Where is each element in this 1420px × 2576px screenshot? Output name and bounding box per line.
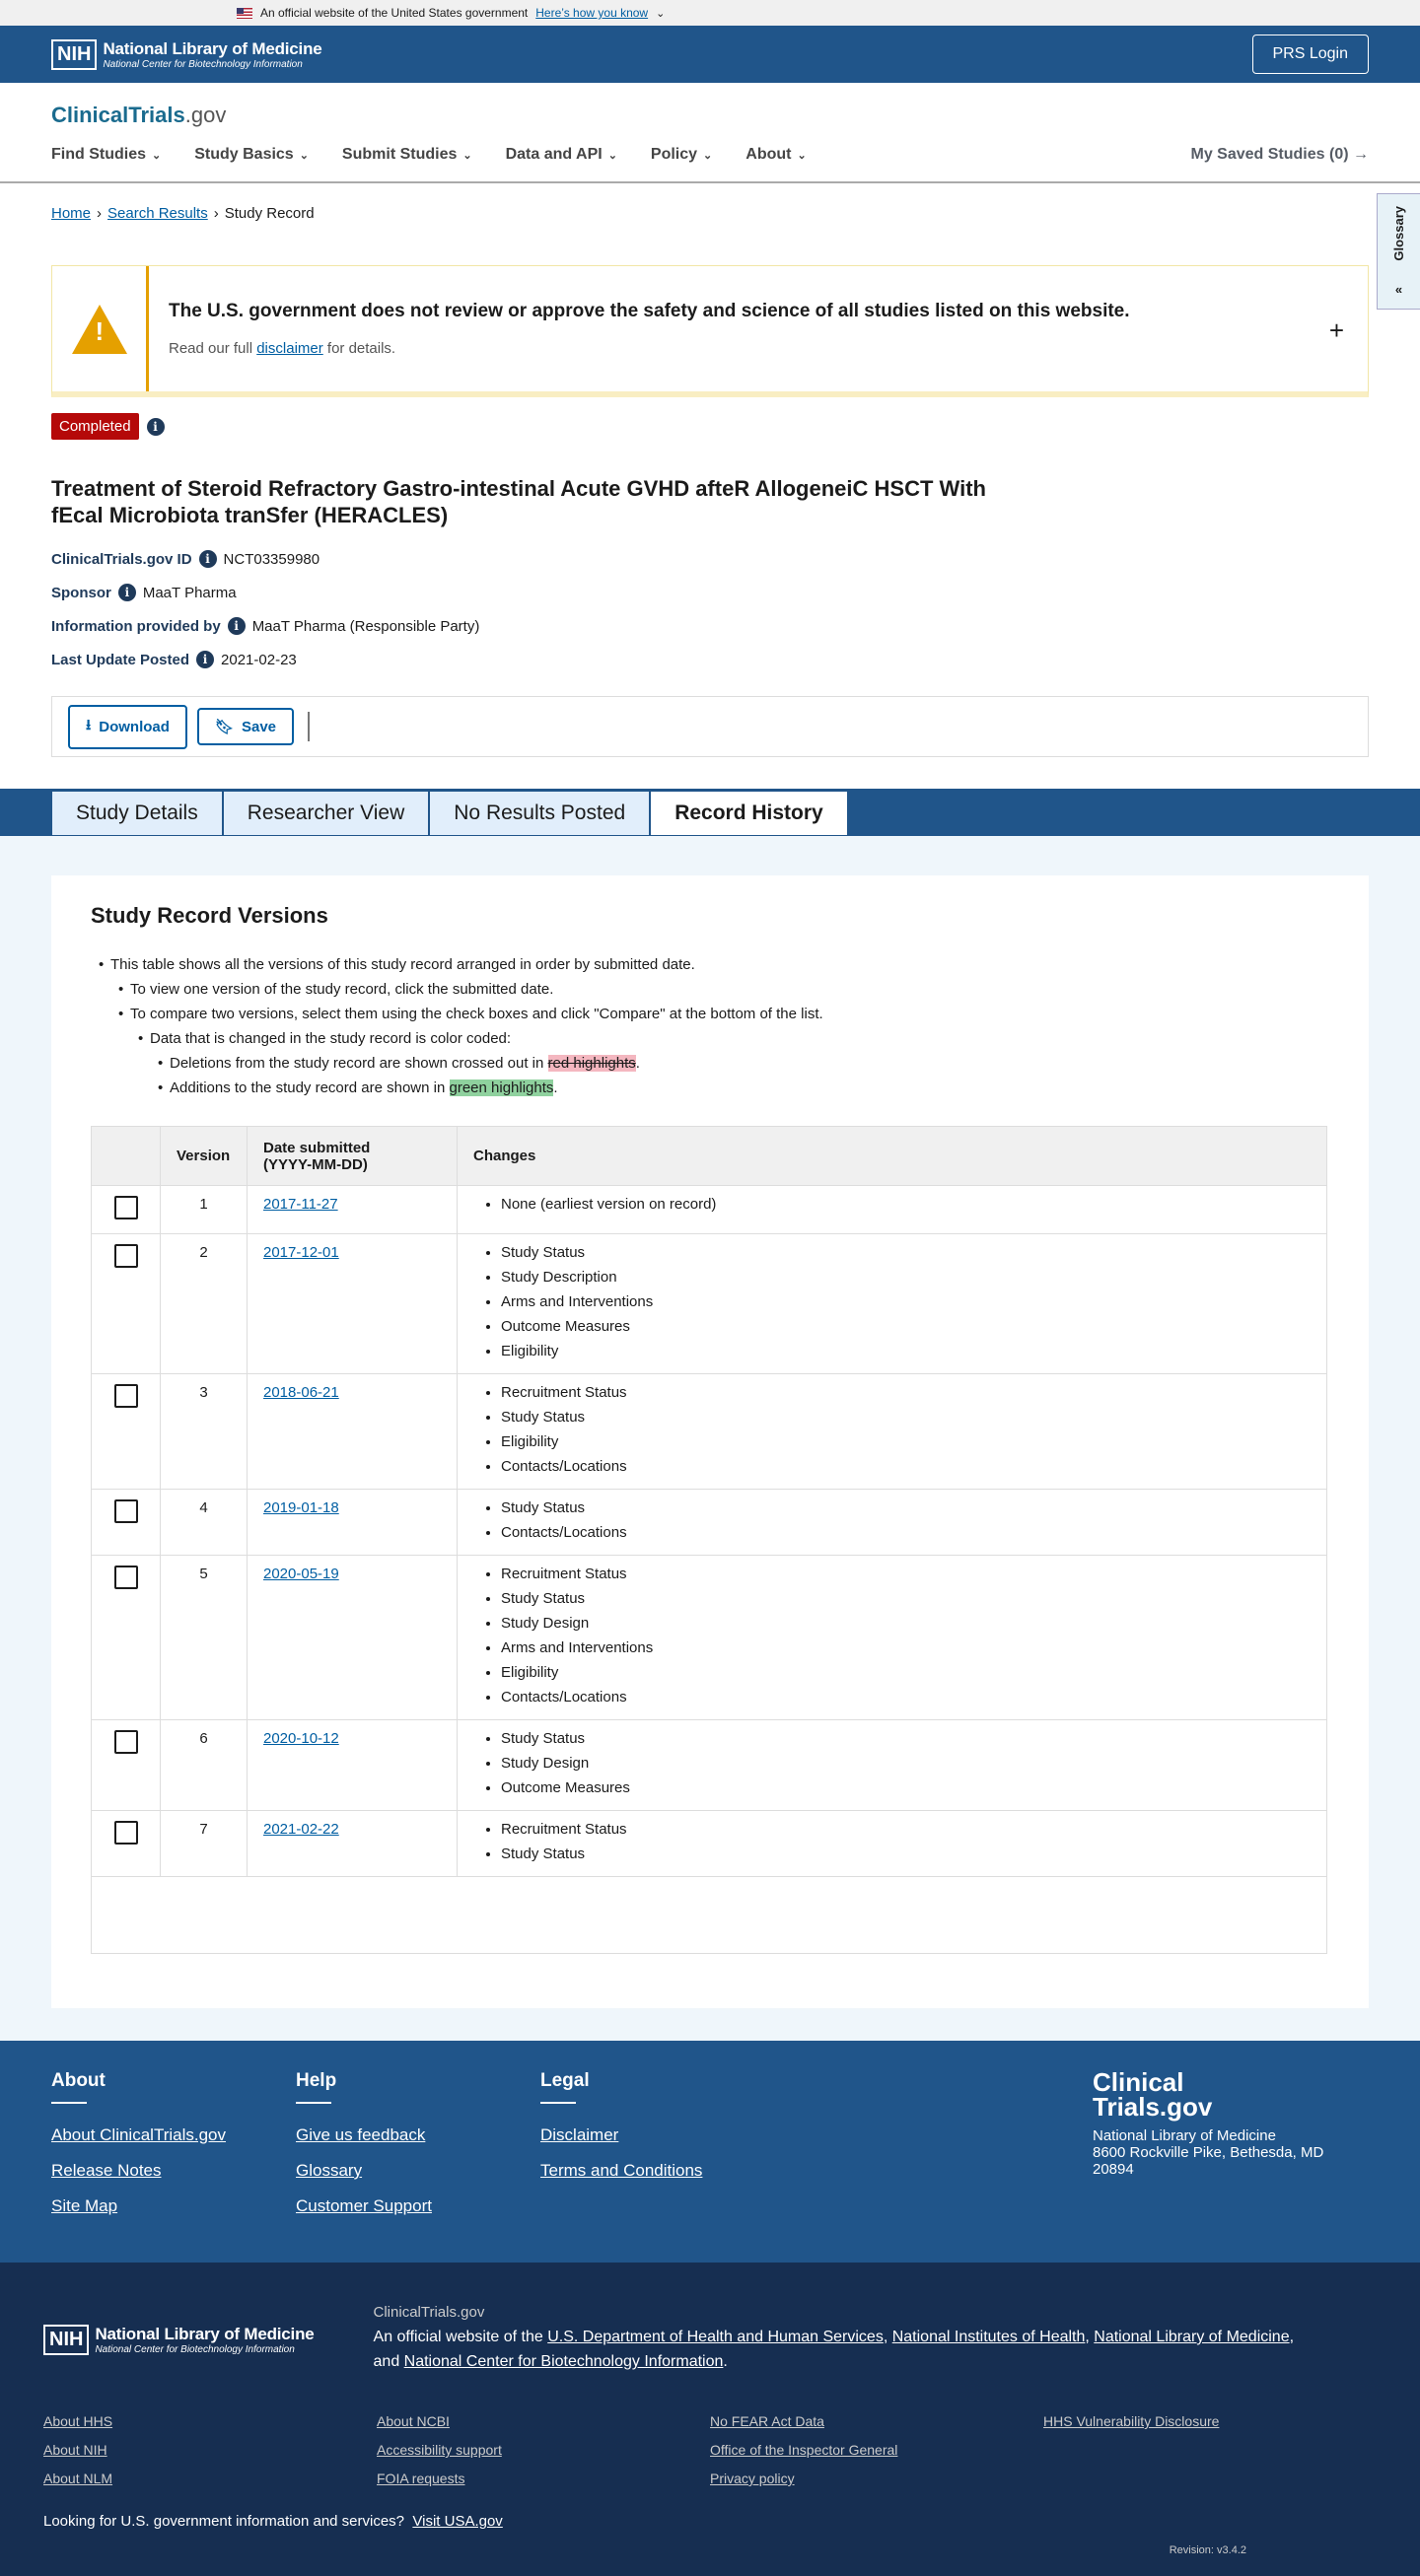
footer-column <box>296 2070 540 2233</box>
address-line: 20894 <box>1093 2161 1134 2178</box>
nav-item-study-basics[interactable] <box>194 146 309 164</box>
site-logo-suffix: .gov <box>184 103 227 127</box>
chevron-down-icon: ⌄ <box>797 149 807 162</box>
change-item: • Outcome Measures <box>501 1775 1311 1800</box>
agency-link[interactable]: About NIH <box>43 2442 107 2458</box>
agency-links-column <box>710 2413 1043 2499</box>
disclaimer-notice <box>51 265 1369 397</box>
download-button[interactable]: ⭳ Download <box>68 705 187 749</box>
date-cell <box>248 1720 458 1811</box>
site-logo[interactable] <box>0 83 1420 128</box>
agency-link[interactable]: FOIA requests <box>377 2471 465 2486</box>
tab-study-details[interactable]: Study Details <box>51 791 223 836</box>
change-item: • Contacts/Locations <box>501 1520 1311 1545</box>
checkbox-column-header <box>92 1127 161 1186</box>
us-flag-icon <box>237 8 252 19</box>
checkbox-cell <box>92 1556 161 1720</box>
changes-cell <box>458 1720 1327 1811</box>
versions-heading: Study Record Versions <box>91 903 328 928</box>
version-date-link[interactable]: 2020-05-19 <box>263 1566 339 1582</box>
footer-link[interactable]: Glossary <box>296 2161 363 2180</box>
tab-researcher-view[interactable]: Researcher View <box>223 791 430 836</box>
download-icon: ⭳ <box>86 716 92 733</box>
arrow-right-icon: → <box>1353 146 1369 163</box>
footer-link[interactable]: Terms and Conditions <box>540 2161 703 2180</box>
date-column-header: Date submitted (YYYY-MM-DD) <box>248 1127 458 1186</box>
version-date-link[interactable]: 2017-12-01 <box>263 1244 339 1261</box>
changes-cell <box>458 1186 1327 1234</box>
checkbox-cell <box>92 1234 161 1374</box>
agency-link[interactable]: About NLM <box>43 2471 113 2486</box>
saved-studies-link[interactable] <box>1191 146 1370 164</box>
main-nav <box>0 128 1420 183</box>
footer-link[interactable]: Disclaimer <box>540 2125 619 2144</box>
change-item: • Study Status <box>501 1586 1311 1611</box>
version-date-link[interactable]: 2021-02-22 <box>263 1821 339 1838</box>
tab-no-results-posted[interactable]: No Results Posted <box>429 791 650 836</box>
changes-column-header: Changes <box>458 1127 1327 1186</box>
info-icon[interactable]: i <box>147 418 165 436</box>
version-date-link[interactable]: 2020-10-12 <box>263 1730 339 1747</box>
changes-cell <box>458 1556 1327 1720</box>
chevron-right-icon: › <box>97 205 103 222</box>
footer-link[interactable]: About ClinicalTrials.gov <box>51 2125 226 2144</box>
date-cell <box>248 1234 458 1374</box>
change-item: • Eligibility <box>501 1429 1311 1454</box>
instruction-item: • Data that is changed in the study record is color coded: <box>91 1026 1329 1051</box>
change-item: • Contacts/Locations <box>501 1685 1311 1709</box>
save-button[interactable]: 🔖︎ Save <box>197 708 294 745</box>
gov-banner-text: An official website of the United States government <box>260 6 529 20</box>
compare-checkbox[interactable] <box>114 1499 138 1523</box>
usa-gov-line: Looking for U.S. government information and services? Visit USA.gov <box>43 2513 503 2530</box>
change-item: • Study Status <box>501 1240 1311 1265</box>
changes-list <box>473 1380 1311 1479</box>
tab-record-history[interactable]: Record History <box>650 791 848 836</box>
meta-row <box>51 584 1369 601</box>
instruction-item: • To compare two versions, select them using the check boxes and click "Compare" at the bottom of the list. <box>91 1002 1329 1026</box>
table-row <box>92 1811 1327 1877</box>
ncbi-name: National Center for Biotechnology Information <box>95 2344 295 2355</box>
changes-cell <box>458 1234 1327 1374</box>
prs-login-button[interactable]: PRS Login <box>1252 35 1370 74</box>
compare-checkbox[interactable] <box>114 1730 138 1754</box>
nav-item-submit-studies[interactable] <box>342 146 472 164</box>
change-item: • Eligibility <box>501 1660 1311 1685</box>
changes-list <box>473 1726 1311 1800</box>
agency-links-column <box>43 2413 377 2499</box>
meta-label: Last Update Posted <box>51 651 190 668</box>
changes-list <box>473 1496 1311 1545</box>
nih-logo-mark: NIH <box>43 2325 89 2355</box>
gov-banner <box>0 0 1420 26</box>
checkbox-cell <box>92 1811 161 1877</box>
version-date-link[interactable]: 2017-11-27 <box>263 1196 338 1213</box>
version-column-header: Version <box>161 1127 248 1186</box>
change-item: • Study Status <box>501 1405 1311 1429</box>
saved-studies-label: My Saved Studies (0) <box>1190 146 1349 163</box>
meta-row <box>51 617 1369 635</box>
breadcrumb <box>0 183 1420 244</box>
nih-header <box>0 26 1420 83</box>
nav-item-data-and-api[interactable] <box>506 146 617 164</box>
agency-link[interactable]: About NCBI <box>377 2413 450 2429</box>
compare-checkbox[interactable] <box>114 1384 138 1408</box>
ncbi-name: National Center for Biotechnology Information <box>103 58 303 70</box>
footer-link[interactable]: Give us feedback <box>296 2125 426 2144</box>
chevron-down-icon: ⌄ <box>656 7 666 20</box>
agency-links-column <box>377 2413 710 2499</box>
chevron-down-icon: ⌄ <box>299 149 309 162</box>
usa-gov-link[interactable]: Visit USA.gov <box>412 2513 503 2530</box>
footer-column <box>540 2070 785 2233</box>
double-chevron-left-icon: « <box>1394 282 1403 297</box>
version-cell: 2 <box>161 1234 248 1374</box>
table-row <box>92 1490 1327 1556</box>
change-item: • Study Status <box>501 1496 1311 1520</box>
version-cell: 1 <box>161 1186 248 1234</box>
notice-text: Read our full disclaimer for details. <box>169 340 396 357</box>
checkbox-cell <box>92 1374 161 1490</box>
agency-info: ClinicalTrials.gov An official website of the U.S. Department of Health and Human Services, National Institutes of Health, National Library of Medicine, and National Center for Biotechnology Information. <box>374 2300 1295 2374</box>
site-footer <box>0 2041 1420 2263</box>
change-item: • Outcome Measures <box>501 1314 1311 1339</box>
date-cell <box>248 1811 458 1877</box>
date-cell <box>248 1186 458 1234</box>
agency-link[interactable]: Privacy policy <box>710 2471 795 2486</box>
checkbox-cell <box>92 1186 161 1234</box>
change-item: • Arms and Interventions <box>501 1289 1311 1314</box>
ncbi-link[interactable]: National Center for Biotechnology Information <box>403 2353 724 2370</box>
meta-value: 2021-02-23 <box>221 651 297 668</box>
expand-plus-icon[interactable]: + <box>1328 315 1344 345</box>
breadcrumb-home[interactable]: Home <box>51 205 92 222</box>
date-cell <box>248 1490 458 1556</box>
address-line: National Library of Medicine <box>1093 2127 1276 2144</box>
record-history-section <box>0 836 1420 2041</box>
table-row <box>92 1556 1327 1720</box>
changes-cell <box>458 1374 1327 1490</box>
nav-item-policy[interactable] <box>651 146 712 164</box>
nav-item-label: Submit Studies <box>341 146 458 163</box>
info-icon[interactable]: i <box>228 617 246 635</box>
version-cell: 3 <box>161 1374 248 1490</box>
instructions-list <box>91 952 1329 1100</box>
change-item: • Recruitment Status <box>501 1817 1311 1842</box>
change-item: • Recruitment Status <box>501 1562 1311 1586</box>
nav-item-label: Policy <box>650 146 698 163</box>
change-item: • Study Description <box>501 1265 1311 1289</box>
footer-column-title: About <box>51 2070 296 2104</box>
version-cell: 6 <box>161 1720 248 1811</box>
version-cell: 7 <box>161 1811 248 1877</box>
chevron-down-icon: ⌄ <box>607 149 617 162</box>
info-icon[interactable]: i <box>118 584 136 601</box>
meta-row <box>51 651 1369 668</box>
compare-checkbox[interactable] <box>114 1821 138 1845</box>
nih-logo-mark: NIH <box>51 39 97 70</box>
info-icon[interactable]: i <box>199 550 217 568</box>
glossary-label: Glossary <box>1391 206 1406 261</box>
footer-address <box>1093 2067 1349 2178</box>
empty-cell <box>92 1877 1327 1954</box>
checkbox-cell <box>92 1490 161 1556</box>
bookmark-icon: 🔖︎ <box>214 719 234 735</box>
instruction-item: • Deletions from the study record are shown crossed out in red highlights. <box>91 1051 1329 1076</box>
chevron-down-icon: ⌄ <box>152 149 162 162</box>
table-row <box>92 1720 1327 1811</box>
footer-column <box>51 2070 296 2233</box>
nav-item-label: Study Basics <box>194 146 294 163</box>
nih-link[interactable]: National Institutes of Health <box>891 2329 1086 2345</box>
table-row <box>92 1374 1327 1490</box>
nlm-name: National Library of Medicine <box>95 2325 315 2343</box>
address-line: 8600 Rockville Pike, Bethesda, MD <box>1093 2144 1324 2161</box>
instruction-item: • This table shows all the versions of this study record arranged in order by submitted date. <box>91 952 1329 977</box>
table-footer-row <box>92 1877 1327 1954</box>
footer-link[interactable]: Release Notes <box>51 2161 162 2180</box>
hhs-link[interactable]: U.S. Department of Health and Human Services <box>547 2329 884 2345</box>
how-you-know-link[interactable]: Here’s how you know <box>535 6 649 20</box>
meta-label: Sponsor <box>51 584 111 601</box>
table-row <box>92 1186 1327 1234</box>
nlm-logo[interactable] <box>51 39 322 70</box>
changes-cell <box>458 1490 1327 1556</box>
nav-item-find-studies[interactable] <box>51 146 161 164</box>
checkbox-cell <box>92 1720 161 1811</box>
footer-link[interactable]: Customer Support <box>296 2196 432 2215</box>
nlm-name: National Library of Medicine <box>103 38 322 58</box>
nav-item-label: Data and API <box>505 146 603 163</box>
changes-cell <box>458 1811 1327 1877</box>
versions-table <box>91 1126 1327 1954</box>
meta-label: Information provided by <box>51 617 221 635</box>
notice-heading: The U.S. government does not review or approve the safety and science of all studies listed on this website. <box>169 301 1130 321</box>
agency-link[interactable]: No FEAR Act Data <box>710 2413 824 2429</box>
chevron-right-icon: › <box>213 205 219 222</box>
site-logo-main: ClinicalTrials <box>51 103 185 127</box>
change-item: • Study Status <box>501 1726 1311 1751</box>
study-title: Treatment of Steroid Refractory Gastro-intestinal Acute GVHD afteR AllogeneiC HSCT With fEcal Microbiota tranSfer (HERACLES) <box>51 476 986 527</box>
agency-link[interactable]: About HHS <box>43 2413 113 2429</box>
info-icon[interactable]: i <box>196 651 214 668</box>
meta-label: ClinicalTrials.gov ID <box>51 550 192 568</box>
change-item: • Recruitment Status <box>501 1380 1311 1405</box>
footer-site-name: ClinicalTrials.gov <box>373 2304 485 2321</box>
change-item: • Study Status <box>501 1842 1311 1866</box>
change-item: • Eligibility <box>501 1339 1311 1363</box>
nlm-footer-logo[interactable] <box>43 2306 315 2374</box>
changes-list <box>473 1562 1311 1709</box>
change-item: • Arms and Interventions <box>501 1636 1311 1660</box>
changes-list <box>473 1240 1311 1363</box>
change-item: • Study Design <box>501 1611 1311 1636</box>
version-date-link[interactable]: 2018-06-21 <box>263 1384 339 1401</box>
chevron-down-icon: ⌄ <box>462 149 472 162</box>
agency-link[interactable]: Accessibility support <box>377 2442 502 2458</box>
version-date-link[interactable]: 2019-01-18 <box>263 1499 339 1516</box>
change-item: • None (earliest version on record) <box>501 1192 1311 1217</box>
footer-logo: Clinical Trials.gov <box>1093 2067 1213 2122</box>
agency-footer <box>0 2263 1420 2576</box>
meta-value: MaaT Pharma (Responsible Party) <box>251 617 480 635</box>
change-item: • Study Design <box>501 1751 1311 1775</box>
instruction-item: • To view one version of the study record, click the submitted date. <box>91 977 1329 1002</box>
status-row <box>51 413 1369 440</box>
changes-list <box>473 1817 1311 1866</box>
disclaimer-link[interactable]: disclaimer <box>256 340 323 357</box>
green-highlight-sample: green highlights <box>449 1079 554 1096</box>
status-badge: Completed <box>51 413 139 440</box>
table-row <box>92 1234 1327 1374</box>
compare-checkbox[interactable] <box>114 1244 138 1268</box>
footer-column-title: Legal <box>540 2070 785 2104</box>
study-meta <box>51 550 1369 668</box>
meta-row <box>51 550 1369 568</box>
agency-link[interactable]: Office of the Inspector General <box>710 2442 898 2458</box>
nlm-link[interactable]: National Library of Medicine <box>1094 2329 1290 2345</box>
warning-icon: ! <box>72 305 127 354</box>
nav-item-about[interactable] <box>746 146 806 164</box>
nav-item-label: About <box>746 146 792 163</box>
date-cell <box>248 1556 458 1720</box>
version-cell: 4 <box>161 1490 248 1556</box>
glossary-drawer-tab[interactable] <box>1377 193 1420 310</box>
date-cell <box>248 1374 458 1490</box>
divider <box>308 712 310 741</box>
footer-column-title: Help <box>296 2070 540 2104</box>
instruction-item: • Additions to the study record are shown in green highlights. <box>91 1076 1329 1100</box>
red-highlight-sample: red highlights <box>547 1055 636 1072</box>
changes-list <box>473 1192 1311 1217</box>
meta-value: MaaT Pharma <box>142 584 237 601</box>
breadcrumb-search-results[interactable]: Search Results <box>107 205 208 222</box>
change-item: • Contacts/Locations <box>501 1454 1311 1479</box>
nav-item-label: Find Studies <box>51 146 146 163</box>
compare-checkbox[interactable] <box>114 1566 138 1589</box>
footer-link[interactable]: Site Map <box>51 2196 118 2215</box>
meta-value: NCT03359980 <box>223 550 320 568</box>
agency-links-column <box>1043 2413 1377 2499</box>
record-tabs <box>0 789 1420 836</box>
compare-checkbox[interactable] <box>114 1196 138 1219</box>
breadcrumb-current: Study Record <box>224 205 315 222</box>
agency-link[interactable]: HHS Vulnerability Disclosure <box>1043 2413 1220 2429</box>
revision-label: Revision: v3.4.2 <box>1169 2544 1246 2556</box>
version-cell: 5 <box>161 1556 248 1720</box>
action-bar <box>51 696 1369 757</box>
chevron-down-icon: ⌄ <box>703 149 713 162</box>
